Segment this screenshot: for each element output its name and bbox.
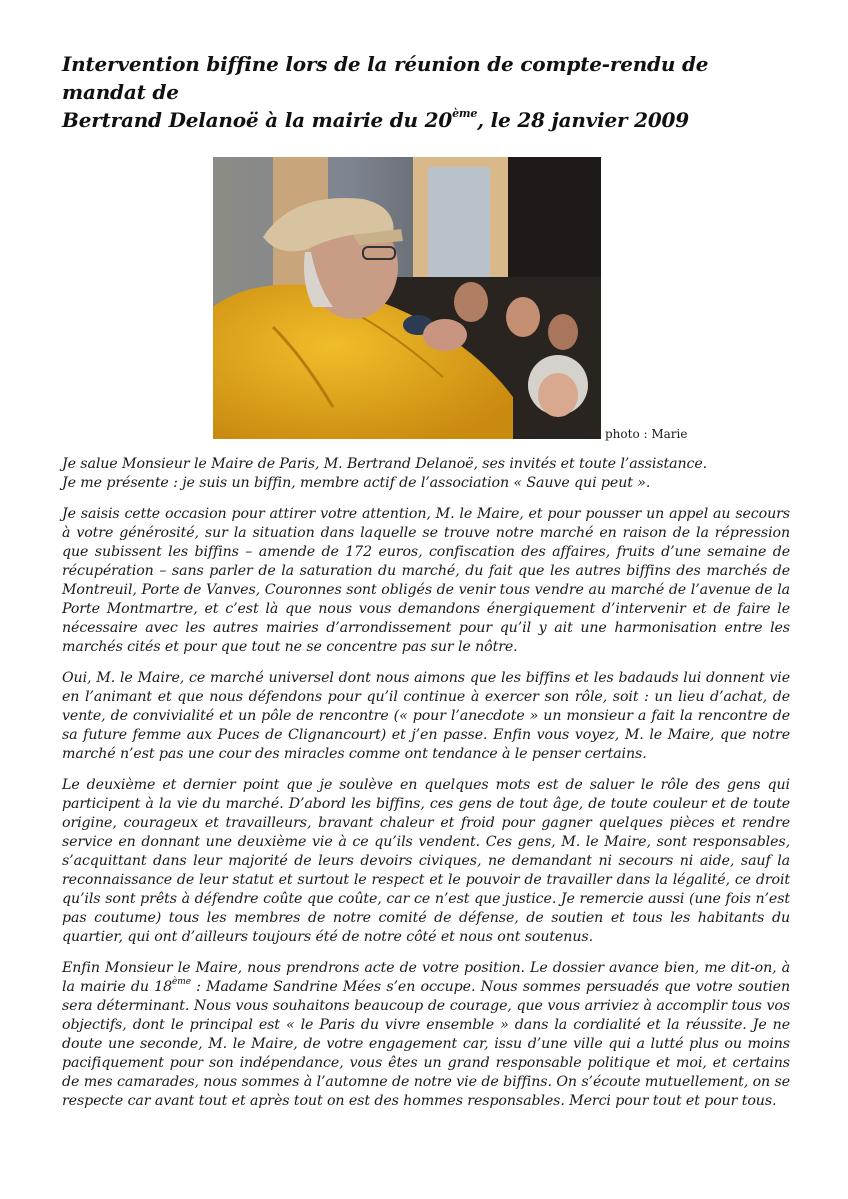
introduction-line: Je me présente : je suis un biffin, membre actif de l’association « Sauve qui peut ». [62, 475, 651, 491]
title-superscript: ème [452, 107, 478, 121]
title-line-1: Intervention biffine lors de la réunion de compte-rendu de mandat de [62, 52, 709, 104]
conclusion-end: : Madame Sandrine Mées s’en occupe. Nous sommes persuadés que votre soutien sera déterminant. Nous vous souhaitons beaucoup de courage, que vous arriviez à accomplir tous vos objectifs, dont le principal est « le Paris du vivre ensemble » dans la cordialité et la réussite. Je ne doute une seconde, M. le Maire, de votre engagement car, issu d’une ville qui a lutté plus ou moins pacifiquement pour son indépendance, vous êtes un grand responsable politique et moi, et certains de mes camarades, nous sommes à l’automne de notre vie de biffins. On s’écoute mutuellement, on se respecte car avant tout et après tout on est des hommes responsables. Merci pour tout et pour tous. [62, 979, 790, 1109]
photo-man-with-microphone [213, 157, 601, 439]
conclusion-start: Enfin Monsieur le Maire, nous prendrons acte de votre position. Le dossier avance bien, me dit-on, à la mairie du 18 [62, 960, 790, 995]
document-title [62, 50, 790, 134]
greeting-line: Je salue Monsieur le Maire de Paris, M. Bertrand Delanoë, ses invités et toute l’assistance. [62, 456, 708, 472]
document-page [62, 50, 790, 1123]
paragraph-appeal: Je saisis cette occasion pour attirer votre attention, M. le Maire, et pour pousser un appel au secours à votre générosité, sur la situation dans laquelle se trouve notre marché en raison de la répression que subissent les biffins – amende de 172 euros, confiscation des affaires, fruits d’une semaine de récupération – sans parler de la saturation du marché, du fait que les autres biffins des marchés de Montreuil, Porte de Vanves, Couronnes sont obligés de venir tous vendre au marché de l’avenue de la Porte Montmartre, et c’est là que nous vous demandons énergiquement d’intervenir et de faire le nécessaire avec les autres mairies d’arrondissement pour qu’il y ait une harmonisation entre les marchés cités et pour que tout ne se concentre pas sur le nôtre. [62, 506, 790, 655]
photo-block [62, 157, 790, 439]
paragraph-conclusion [62, 959, 790, 1111]
photo-caption: photo : Marie [605, 427, 688, 441]
paragraph-market: Oui, M. le Maire, ce marché universel dont nous aimons que les biffins et les badauds lui donnent vie en l’animant et que nous défendons pour qu’il continue à exercer son rôle, soit : un lieu d’achat, de vente, de convivialité et un pôle de rencontre (« pour l’anecdote » un monsieur a fait la rencontre de sa future femme aux Puces de Clignancourt) et j’en passe. Enfin vous voyez, M. le Maire, que notre marché n’est pas une cour des miracles comme ont tendance à le penser certains. [62, 670, 790, 762]
document-body [62, 455, 790, 1111]
paragraph-greeting [62, 455, 790, 493]
title-line-2-start: Bertrand Delanoë à la mairie du 20 [62, 108, 453, 132]
title-line-2-end: , le 28 janvier 2009 [477, 108, 689, 132]
conclusion-superscript: ème [172, 977, 191, 988]
paragraph-biffins: Le deuxième et dernier point que je soulève en quelques mots est de saluer le rôle des gens qui participent à la vie du marché. D’abord les biffins, ces gens de tout âge, de toute couleur et de toute origine, courageux et travailleurs, bravant chaleur et froid pour gagner quelques pièces et rendre service en donnant une deuxième vie à ce qu’ils vendent. Ces gens, M. le Maire, sont responsables, s’acquittant dans leur majorité de leurs devoirs civiques, ne demandant ni secours ni aide, sauf la reconnaissance de leur statut et surtout le respect et le pouvoir de travailler dans la légalité, ce droit qu’ils sont prêts à défendre coûte que coûte, car ce n’est que justice. Je remercie aussi (une fois n’est pas coutume) tous les membres de notre comité de défense, de soutien et tous les habitants du quartier, qui ont d’ailleurs toujours été de notre côté et nous ont soutenus. [62, 777, 790, 945]
